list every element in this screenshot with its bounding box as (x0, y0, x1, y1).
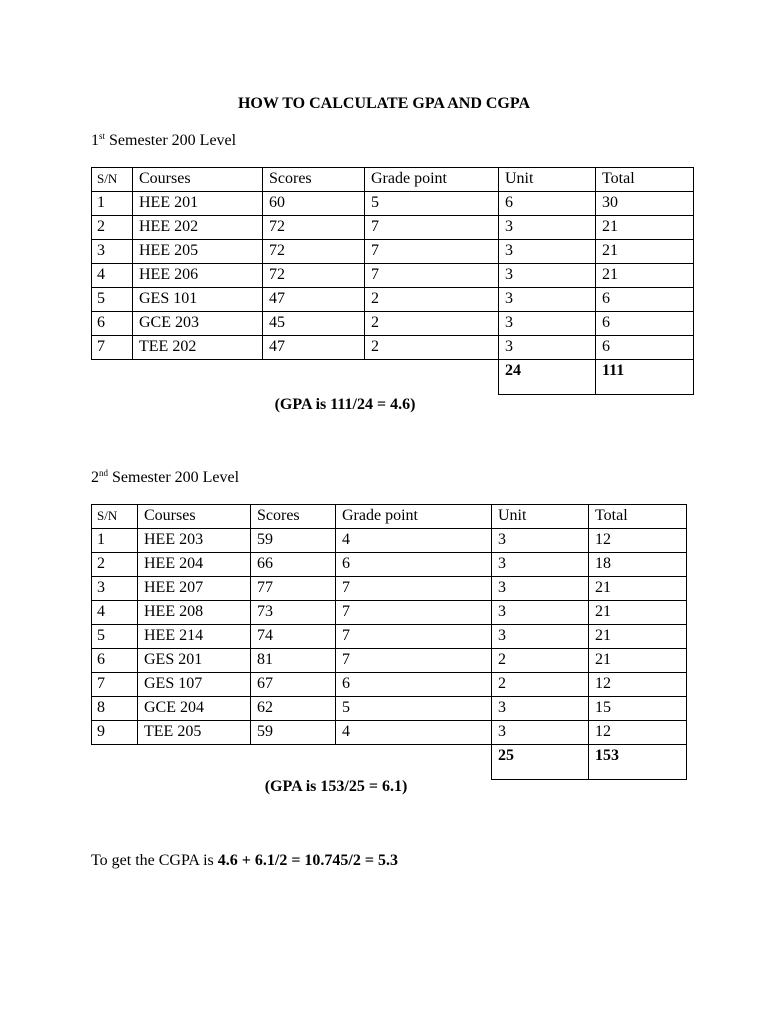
empty-cell (92, 745, 138, 780)
table-cell: 21 (596, 264, 694, 288)
semester-1-gpa: (GPA is 111/24 = 4.6) (274, 396, 416, 413)
table-cell: GES 201 (138, 649, 251, 673)
semester-1-table (91, 167, 694, 395)
table-cell: 2 (492, 649, 589, 673)
table-cell: 3 (492, 553, 589, 577)
table-cell: 15 (589, 697, 687, 721)
table-cell: 74 (251, 625, 336, 649)
table-row (92, 721, 687, 745)
table-row (92, 312, 694, 336)
column-header: Grade point (336, 505, 492, 529)
table-cell: 7 (336, 649, 492, 673)
column-header: Scores (251, 505, 336, 529)
total-units: 24 (499, 360, 596, 395)
table-cell: 6 (336, 673, 492, 697)
cgpa-prefix: To get the CGPA is (91, 852, 218, 869)
column-header: Courses (133, 168, 263, 192)
table-cell: HEE 205 (133, 240, 263, 264)
table-cell: TEE 205 (138, 721, 251, 745)
table-cell: 62 (251, 697, 336, 721)
table-cell: 7 (92, 336, 133, 360)
table-cell: 9 (92, 721, 138, 745)
table-cell: 21 (596, 216, 694, 240)
empty-cell (263, 360, 365, 395)
table-cell: 3 (92, 577, 138, 601)
table-cell: 72 (263, 240, 365, 264)
table-cell: 5 (92, 625, 138, 649)
table-cell: GCE 204 (138, 697, 251, 721)
table-cell: 12 (589, 673, 687, 697)
table-cell: 30 (596, 192, 694, 216)
column-header: Grade point (365, 168, 499, 192)
cgpa-formula: 4.6 + 6.1/2 = 10.745/2 = 5.3 (217, 852, 398, 869)
semester-2-gpa: (GPA is 153/25 = 6.1) (264, 778, 408, 795)
table-cell: 12 (589, 529, 687, 553)
table-cell: 7 (365, 216, 499, 240)
semester-2-ordinal-suffix: nd (99, 468, 108, 478)
table-cell: 2 (492, 673, 589, 697)
table-cell: 6 (499, 192, 596, 216)
table-cell: 4 (336, 529, 492, 553)
table-row (92, 553, 687, 577)
table-cell: 7 (92, 673, 138, 697)
semester-1-ordinal-number: 1 (91, 132, 99, 149)
empty-cell (133, 360, 263, 395)
table-cell: GES 107 (138, 673, 251, 697)
table-row (92, 192, 694, 216)
semester-2-heading (91, 469, 239, 487)
table-cell: 3 (499, 240, 596, 264)
table-cell: 66 (251, 553, 336, 577)
table-cell: HEE 207 (138, 577, 251, 601)
table-header-row (92, 505, 687, 529)
table-cell: 21 (596, 240, 694, 264)
column-header: Unit (492, 505, 589, 529)
table-cell: 4 (92, 264, 133, 288)
table-cell: 67 (251, 673, 336, 697)
total-units: 25 (492, 745, 589, 780)
table-row (92, 240, 694, 264)
empty-cell (138, 745, 251, 780)
table-cell: 5 (365, 192, 499, 216)
table-cell: 4 (336, 721, 492, 745)
empty-cell (365, 360, 499, 395)
table-cell: 7 (336, 601, 492, 625)
table-cell: 81 (251, 649, 336, 673)
table-cell: HEE 203 (138, 529, 251, 553)
table-cell: HEE 206 (133, 264, 263, 288)
table-cell: 1 (92, 529, 138, 553)
table-cell: 2 (92, 216, 133, 240)
table-cell: 60 (263, 192, 365, 216)
table-cell: HEE 208 (138, 601, 251, 625)
table-cell: 4 (92, 601, 138, 625)
table-cell: 6 (336, 553, 492, 577)
cgpa-line (91, 852, 398, 870)
table-row (92, 529, 687, 553)
table-cell: 12 (589, 721, 687, 745)
table-cell: 2 (365, 288, 499, 312)
table-row (92, 336, 694, 360)
table-cell: 6 (596, 288, 694, 312)
table-cell: GES 101 (133, 288, 263, 312)
table-cell: 3 (92, 240, 133, 264)
table-row (92, 601, 687, 625)
table-cell: 47 (263, 336, 365, 360)
table-row (92, 577, 687, 601)
table-cell: GCE 203 (133, 312, 263, 336)
table-row (92, 288, 694, 312)
table-cell: 3 (499, 216, 596, 240)
table-cell: 3 (492, 721, 589, 745)
table-cell: 7 (336, 625, 492, 649)
table-cell: 5 (92, 288, 133, 312)
table-cell: 8 (92, 697, 138, 721)
table-cell: 3 (499, 288, 596, 312)
table-cell: 18 (589, 553, 687, 577)
column-header: Courses (138, 505, 251, 529)
table-cell: HEE 201 (133, 192, 263, 216)
page-title: HOW TO CALCULATE GPA AND CGPA (237, 95, 531, 112)
table-cell: 5 (336, 697, 492, 721)
table-cell: 3 (492, 529, 589, 553)
table-cell: 72 (263, 216, 365, 240)
table-cell: TEE 202 (133, 336, 263, 360)
table-cell: 6 (596, 336, 694, 360)
semester-2-label: Semester 200 Level (108, 469, 240, 486)
table-row (92, 264, 694, 288)
table-cell: 3 (492, 577, 589, 601)
table-cell: 6 (92, 649, 138, 673)
column-header: Total (589, 505, 687, 529)
table-row (92, 673, 687, 697)
table-cell: 7 (336, 577, 492, 601)
empty-cell (92, 360, 133, 395)
column-header: Total (596, 168, 694, 192)
table-cell: 59 (251, 721, 336, 745)
semester-1-label: Semester 200 Level (105, 132, 237, 149)
total-points: 111 (596, 360, 694, 395)
semester-2-table (91, 504, 687, 780)
table-cell: 3 (492, 625, 589, 649)
totals-row (92, 360, 694, 395)
table-cell: 72 (263, 264, 365, 288)
table-row (92, 625, 687, 649)
table-cell: HEE 202 (133, 216, 263, 240)
table-cell: HEE 214 (138, 625, 251, 649)
table-cell: 2 (365, 336, 499, 360)
table-cell: 3 (499, 312, 596, 336)
semester-1-ordinal-suffix: st (99, 131, 106, 141)
total-points: 153 (589, 745, 687, 780)
table-cell: 3 (492, 601, 589, 625)
table-cell: 73 (251, 601, 336, 625)
table-cell: 6 (92, 312, 133, 336)
table-cell: 7 (365, 264, 499, 288)
table-cell: 21 (589, 601, 687, 625)
totals-row (92, 745, 687, 780)
table-cell: 59 (251, 529, 336, 553)
table-cell: 45 (263, 312, 365, 336)
table-row (92, 649, 687, 673)
table-header-row (92, 168, 694, 192)
table-cell: 3 (499, 264, 596, 288)
table-row (92, 697, 687, 721)
table-cell: 7 (365, 240, 499, 264)
table-cell: 21 (589, 625, 687, 649)
column-header: S/N (92, 505, 138, 529)
column-header: Unit (499, 168, 596, 192)
table-cell: 2 (92, 553, 138, 577)
table-cell: 1 (92, 192, 133, 216)
empty-cell (336, 745, 492, 780)
column-header: S/N (92, 168, 133, 192)
column-header: Scores (263, 168, 365, 192)
semester-1-heading (91, 132, 236, 150)
table-cell: 77 (251, 577, 336, 601)
table-row (92, 216, 694, 240)
table-cell: 3 (492, 697, 589, 721)
table-cell: 21 (589, 649, 687, 673)
semester-2-ordinal-number: 2 (91, 469, 99, 486)
table-cell: HEE 204 (138, 553, 251, 577)
table-cell: 6 (596, 312, 694, 336)
table-cell: 47 (263, 288, 365, 312)
table-cell: 3 (499, 336, 596, 360)
table-cell: 2 (365, 312, 499, 336)
empty-cell (251, 745, 336, 780)
table-cell: 21 (589, 577, 687, 601)
